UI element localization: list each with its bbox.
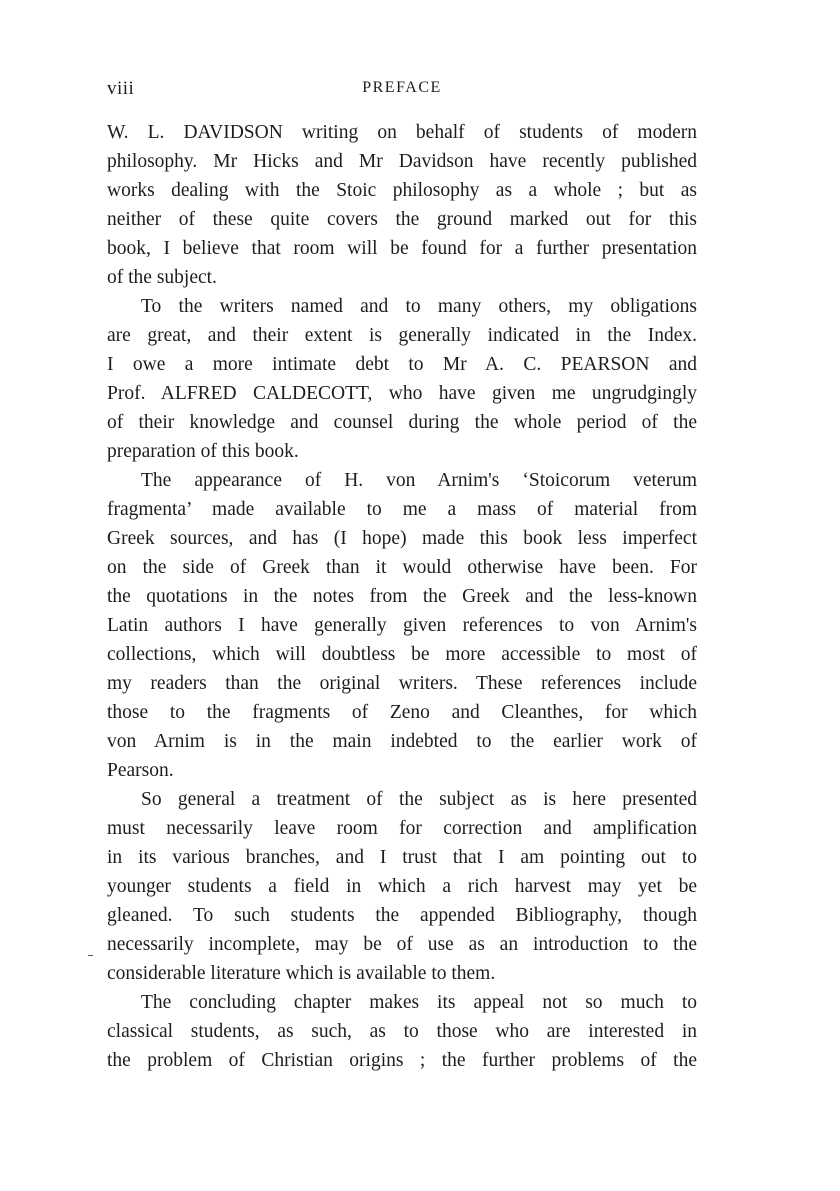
text-line: To the writers named and to many others, my obligations <box>141 296 697 317</box>
text-line: The appearance of H. von Arnim's ‘Stoicorum veterum <box>141 470 697 491</box>
margin-mark <box>88 955 93 956</box>
text-line: gleaned. To such students the appended Bibliography, though <box>107 905 697 926</box>
text-line: of their knowledge and counsel during the whole period of the <box>107 412 697 433</box>
text-line: in its various branches, and I trust that I am pointing out to <box>107 847 697 868</box>
text-line: Latin authors I have generally given references to von Arnim's <box>107 615 697 636</box>
page-header <box>107 78 697 102</box>
preface-text <box>107 118 697 1075</box>
text-line: necessarily incomplete, may be of use as an introduction to the <box>107 934 697 955</box>
text-line: W. L. DAVIDSON writing on behalf of students of modern <box>107 122 697 143</box>
text-line: considerable literature which is available to them. <box>107 963 496 984</box>
text-line: fragmenta’ made available to me a mass of material from <box>107 499 697 520</box>
text-line: neither of these quite covers the ground marked out for this <box>107 209 697 230</box>
text-line: philosophy. Mr Hicks and Mr Davidson have recently published <box>107 151 697 172</box>
text-line: Prof. ALFRED CALDECOTT, who have given me ungrudgingly <box>107 383 697 404</box>
text-line: of the subject. <box>107 267 217 288</box>
text-line: my readers than the original writers. These references include <box>107 673 697 694</box>
text-line: must necessarily leave room for correction and amplification <box>107 818 697 839</box>
text-line: the quotations in the notes from the Greek and the less-known <box>107 586 697 607</box>
text-line: those to the fragments of Zeno and Cleanthes, for which <box>107 702 697 723</box>
text-line: on the side of Greek than it would otherwise have been. For <box>107 557 697 578</box>
page-number: viii <box>107 78 135 99</box>
text-line: book, I believe that room will be found for a further presentation <box>107 238 697 259</box>
text-line: classical students, as such, as to those who are interested in <box>107 1021 697 1042</box>
text-line: the problem of Christian origins ; the further problems of the <box>107 1050 697 1071</box>
text-line: So general a treatment of the subject as is here presented <box>141 789 697 810</box>
text-line: Greek sources, and has (I hope) made this book less imperfect <box>107 528 697 549</box>
text-line: preparation of this book. <box>107 441 299 462</box>
running-title: PREFACE <box>362 79 442 96</box>
text-line: are great, and their extent is generally indicated in the Index. <box>107 325 697 346</box>
text-line: The concluding chapter makes its appeal not so much to <box>141 992 697 1013</box>
text-line: younger students a field in which a rich harvest may yet be <box>107 876 697 897</box>
text-line: Pearson. <box>107 760 174 781</box>
text-line: I owe a more intimate debt to Mr A. C. PEARSON and <box>107 354 697 375</box>
text-line: von Arnim is in the main indebted to the earlier work of <box>107 731 697 752</box>
text-line: works dealing with the Stoic philosophy as a whole ; but as <box>107 180 697 201</box>
text-line: collections, which will doubtless be more accessible to most of <box>107 644 697 665</box>
